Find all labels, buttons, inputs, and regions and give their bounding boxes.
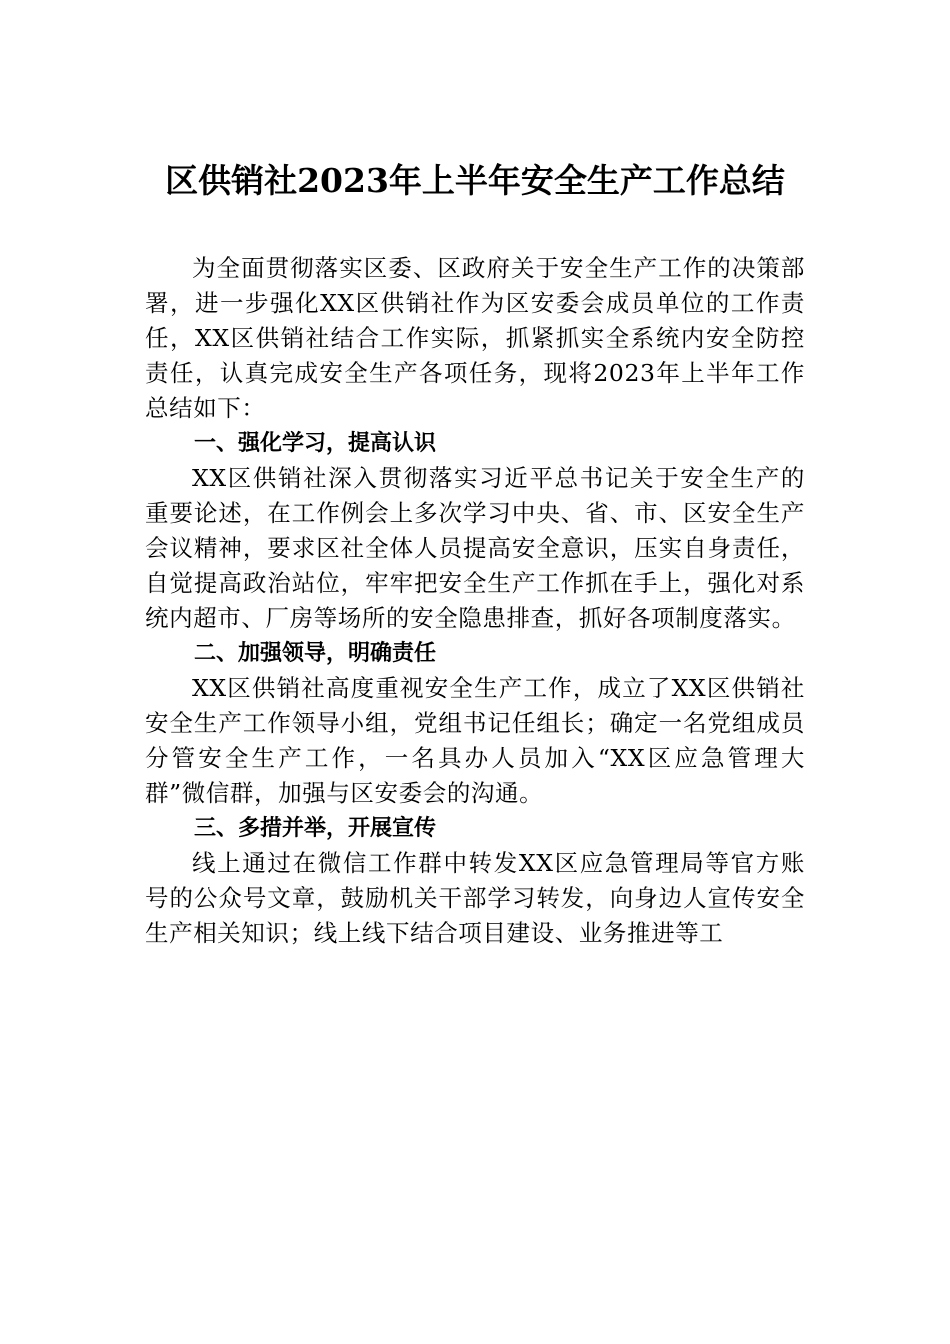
intro-paragraph: 为全面贯彻落实区委、区政府关于安全生产工作的决策部署，进一步强化XX区供销社作为区安委会成员单位的工作责任，XX区供销社结合工作实际，抓紧抓实全系统内安全防控责任，认真完成安全生产各项任务，现将2023年上半年工作总结如下：	[145, 253, 805, 422]
document-title: 区供销社2023年上半年安全生产工作总结	[165, 161, 785, 200]
section-3-body: 线上通过在微信工作群中转发XX区应急管理局等官方账号的公众号文章，鼓励机关干部学习转发，向身边人宣传安全生产相关知识；线上线下结合项目建设、业务推进等工	[145, 848, 805, 947]
section-3-heading: 三、多措并举，开展宣传	[194, 815, 437, 841]
section-2-heading: 二、加强领导，明确责任	[194, 640, 437, 666]
document-page	[145, 150, 805, 951]
section-2-body: XX区供销社高度重视安全生产工作，成立了XX区供销社安全生产工作领导小组，党组书记任组长；确定一名党组成员分管安全生产工作，一名具办人员加入“XX区应急管理大群”微信群，加强与区安委会的沟通。	[145, 673, 805, 807]
document-body	[145, 251, 805, 951]
section-1-heading: 一、强化学习，提高认识	[194, 430, 437, 456]
section-1-body: XX区供销社深入贯彻落实习近平总书记关于安全生产的重要论述，在工作例会上多次学习中央、省、市、区安全生产会议精神，要求区社全体人员提高安全意识，压实自身责任，自觉提高政治站位，牢牢把安全生产工作抓在手上，强化对系统内超市、厂房等场所的安全隐患排查，抓好各项制度落实。	[145, 463, 805, 632]
